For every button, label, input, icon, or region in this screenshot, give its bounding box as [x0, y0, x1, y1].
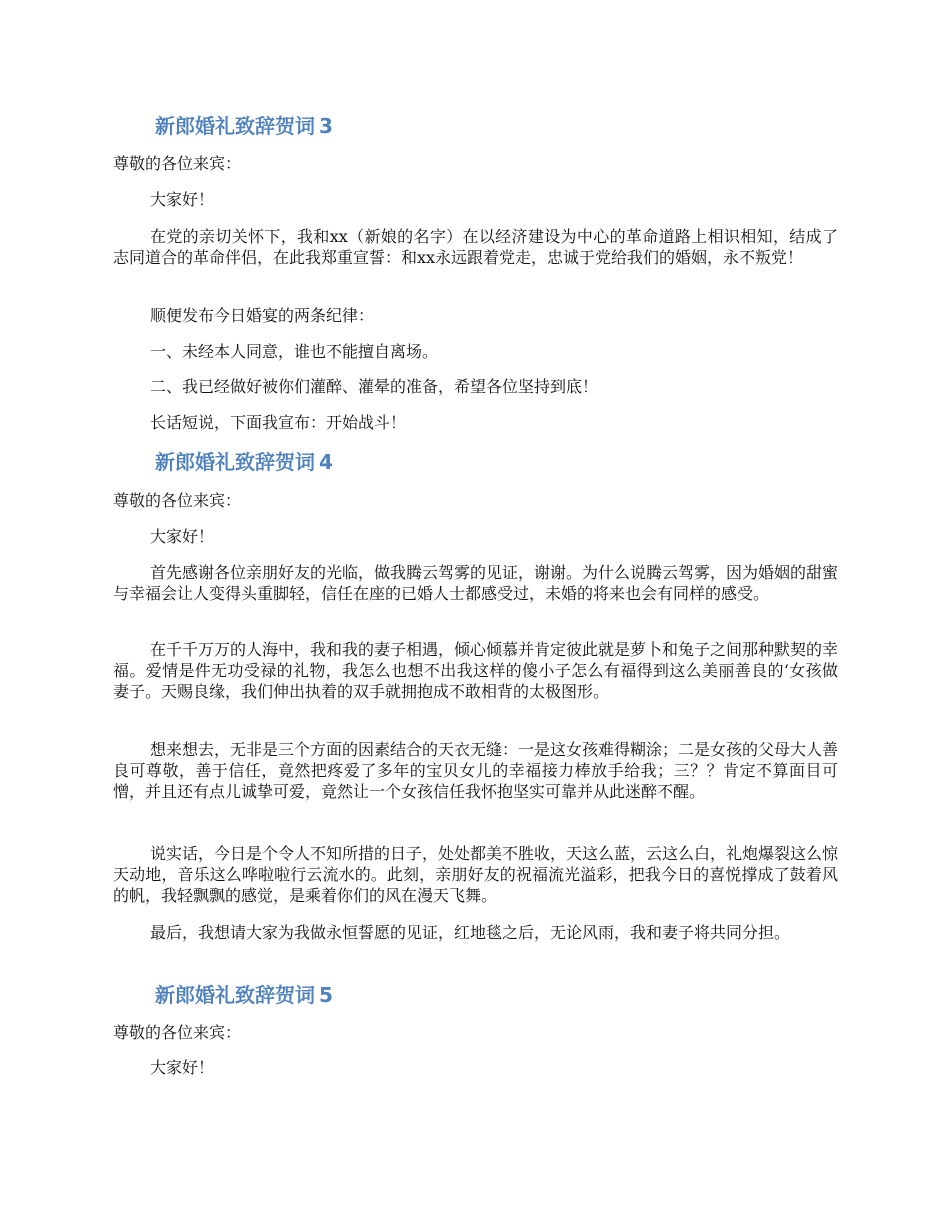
salutation: 尊敬的各位来宾： — [113, 491, 242, 510]
section-title-text: 新郎婚礼致辞贺词 — [155, 114, 315, 138]
paragraph: 二、我已经做好被你们灌醉、灌晕的准备，希望各位坚持到底！ — [150, 377, 599, 396]
paragraph: 顺便发布今日婚宴的两条纪律： — [150, 306, 375, 325]
section-title-5 — [155, 981, 333, 1009]
paragraph: 想来想去，无非是三个方面的因素结合的天衣无缝：一是这女孩难得糊涂；二是女孩的父母大人善良可尊敬，善于信任，竟然把疼爱了多年的宝贝女儿的幸福接力棒放手给我；三？？肯定不算面目可憎，并且还有点儿诚挚可爱，竟然让一个女孩信任我怀抱坚实可靠并从此迷醉不醒。 — [113, 740, 839, 801]
section-title-text: 新郎婚礼致辞贺词 — [155, 450, 315, 474]
salutation: 尊敬的各位来宾： — [113, 154, 242, 173]
salutation: 尊敬的各位来宾： — [113, 1023, 242, 1042]
greeting: 大家好！ — [150, 527, 215, 546]
section-title-number: 3 — [319, 114, 333, 138]
paragraph: 说实话，今日是个令人不知所措的日子，处处都美不胜收，天这么蓝，云这么白，礼炮爆裂这么惊天动地，音乐这么哗啦啦行云流水的。此刻，亲朋好友的祝福流光溢彩，把我今日的喜悦撑成了鼓着风的帆，我轻飘飘的感觉，是乘着你们的风在漫天飞舞。 — [113, 844, 839, 905]
section-title-4 — [155, 448, 333, 476]
section-title-number: 5 — [319, 983, 333, 1007]
paragraph: 首先感谢各位亲朋好友的光临，做我腾云驾雾的见证，谢谢。为什么说腾云驾雾，因为婚姻的甜蜜与幸福会让人变得头重脚轻，信任在座的已婚人士都感受过，未婚的将来也会有同样的感受。 — [113, 563, 839, 603]
paragraph: 最后，我想请大家为我做永恒誓愿的见证，红地毯之后，无论风雨，我和妻子将共同分担。 — [150, 923, 791, 942]
section-title-text: 新郎婚礼致辞贺词 — [155, 983, 315, 1007]
paragraph: 长话短说，下面我宣布：开始战斗！ — [150, 413, 407, 432]
paragraph: 在千千万万的人海中，我和我的妻子相遇，倾心倾慕并肯定彼此就是萝卜和兔子之间那种默契的幸福。爱情是件无功受禄的礼物，我怎么也想不出我这样的傻小子怎么有福得到这么美丽善良的‘女孩做妻子。天赐良缘，我们伸出执着的双手就拥抱成不敢相背的太极图形。 — [113, 640, 839, 701]
greeting: 大家好！ — [150, 190, 215, 209]
paragraph: 在党的亲切关怀下，我和xx（新娘的名字）在以经济建设为中心的革命道路上相识相知，结成了志同道合的革命伴侣，在此我郑重宣誓：和xx永远跟着党走，忠诚于党给我们的婚姻，永不叛党！ — [113, 227, 838, 267]
paragraph: 一、未经本人同意，谁也不能擅自离场。 — [150, 342, 439, 361]
section-title-number: 4 — [319, 450, 333, 474]
section-title-3 — [155, 112, 333, 140]
greeting: 大家好！ — [150, 1058, 215, 1077]
